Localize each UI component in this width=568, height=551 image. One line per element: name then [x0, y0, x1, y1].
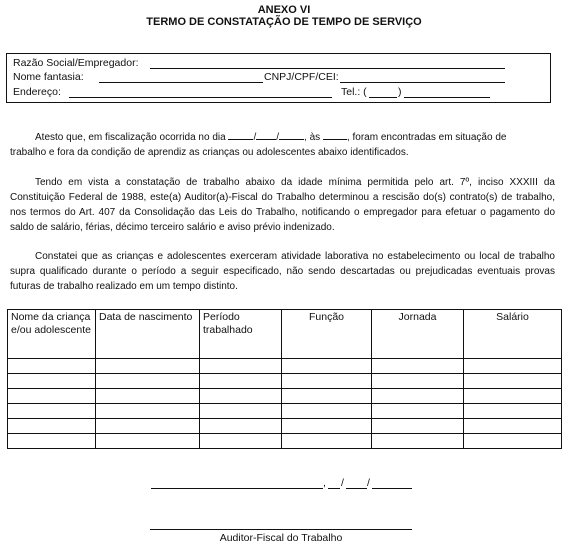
inspection-month-field[interactable]: [256, 139, 276, 140]
table-cell[interactable]: [200, 389, 282, 404]
table-cell[interactable]: [8, 359, 96, 374]
tel-label: Tel.: (: [341, 86, 367, 98]
table-cell[interactable]: [96, 404, 200, 419]
table-cell[interactable]: [200, 404, 282, 419]
signature-year-field[interactable]: [372, 488, 412, 489]
table-cell[interactable]: [282, 359, 372, 374]
cnpj-label: CNPJ/CPF/CEI:: [264, 71, 339, 83]
date-separator: /: [253, 132, 257, 143]
signature-month-field[interactable]: [346, 488, 367, 489]
header-salary: Salário: [464, 310, 562, 359]
tel-close-paren: ): [398, 86, 402, 98]
cnpj-field[interactable]: [340, 82, 505, 83]
table-cell[interactable]: [96, 359, 200, 374]
table-row: [8, 434, 562, 449]
table-cell[interactable]: [282, 389, 372, 404]
nome-fantasia-label: Nome fantasia:: [13, 71, 84, 83]
table-row: [8, 374, 562, 389]
header-function: Função: [282, 310, 372, 359]
table-cell[interactable]: [464, 374, 562, 389]
table-cell[interactable]: [464, 434, 562, 449]
table-cell[interactable]: [200, 419, 282, 434]
table-cell[interactable]: [8, 419, 96, 434]
attestation-text-line2: trabalho e fora da condição de aprendiz as crianças ou adolescentes abaixo identificados.: [10, 147, 409, 158]
attestation-text-start: Atesto que, em fiscalização ocorrida no dia: [35, 132, 226, 143]
table-cell[interactable]: [372, 404, 464, 419]
header-birth-date: Data de nascimento: [96, 310, 200, 359]
table-cell[interactable]: [372, 389, 464, 404]
endereco-field[interactable]: [69, 97, 332, 98]
table-body: [8, 359, 562, 449]
razao-social-field[interactable]: [150, 68, 505, 69]
tel-area-code-field[interactable]: [369, 97, 397, 98]
table-cell[interactable]: [282, 404, 372, 419]
children-table: [7, 309, 562, 449]
table-header-row: [8, 310, 562, 359]
paragraph-attestation: [10, 130, 555, 160]
table-cell[interactable]: [8, 404, 96, 419]
nome-fantasia-field[interactable]: [99, 82, 263, 83]
table-cell[interactable]: [282, 374, 372, 389]
table-row: [8, 404, 562, 419]
table-cell[interactable]: [464, 359, 562, 374]
inspection-day-field[interactable]: [228, 139, 253, 140]
signature-day-field[interactable]: [328, 488, 340, 489]
table-row: [8, 359, 562, 374]
table-cell[interactable]: [282, 434, 372, 449]
endereco-label: Endereço:: [13, 86, 61, 98]
table-cell[interactable]: [464, 419, 562, 434]
table-cell[interactable]: [96, 389, 200, 404]
document-title: TERMO DE CONSTATAÇÃO DE TEMPO DE SERVIÇO: [146, 16, 422, 28]
table-cell[interactable]: [200, 374, 282, 389]
table-cell[interactable]: [96, 374, 200, 389]
date-separator: /: [276, 132, 280, 143]
inspection-year-field[interactable]: [279, 139, 304, 140]
table-cell[interactable]: [464, 404, 562, 419]
table-cell[interactable]: [96, 434, 200, 449]
inspection-time-field[interactable]: [323, 139, 347, 140]
signature-comma: ,: [323, 477, 326, 489]
table-cell[interactable]: [96, 419, 200, 434]
table-cell[interactable]: [372, 419, 464, 434]
annex-label: ANEXO VI: [257, 4, 311, 16]
paragraph-service-period: Constatei que as crianças e adolescentes exerceram atividade laborativa no estabelecimento ou local de trabalho supra qualificado durante o período a seguir especificado, não sendo descartadas ou prejudicadas eventuais provas futuras de trabalho realizado em um tempo distinto.: [10, 251, 555, 292]
table-cell[interactable]: [372, 374, 464, 389]
signature-caption: Auditor-Fiscal do Trabalho: [219, 532, 343, 544]
table-cell[interactable]: [8, 434, 96, 449]
table-cell[interactable]: [200, 434, 282, 449]
table-row: [8, 389, 562, 404]
attestation-text-end: , foram encontradas em situação de: [346, 132, 507, 143]
signature-place-field[interactable]: [151, 488, 323, 489]
table-cell[interactable]: [8, 389, 96, 404]
date-separator: /: [367, 477, 370, 489]
razao-social-label: Razão Social/Empregador:: [13, 57, 139, 69]
table-cell[interactable]: [372, 359, 464, 374]
header-workday: Jornada: [372, 310, 464, 359]
employer-info-box: [6, 53, 551, 103]
table-row: [8, 419, 562, 434]
header-name: Nome da criança e/ou adolescente: [8, 310, 96, 359]
table-cell[interactable]: [8, 374, 96, 389]
attestation-time-label: , às: [304, 132, 321, 143]
table-cell[interactable]: [200, 359, 282, 374]
table-cell[interactable]: [282, 419, 372, 434]
tel-number-field[interactable]: [404, 97, 490, 98]
signature-line[interactable]: [150, 529, 412, 530]
table-cell[interactable]: [372, 434, 464, 449]
paragraph-rescission: Tendo em vista a constatação de trabalho abaixo da idade mínima permitida pelo art. 7º, inciso XXXIII da Constituição Federal de 1988, este(a) Auditor(a)-Fiscal do Trabalho determinou a rescisão do(s) contrato(s) de trabalho, nos termos do Art. 407 da Consolidação das Leis do Trabalho, notificando o empregador para efetuar o pagamento do saldo de salário, férias, décimo terceiro salário e aviso prévio indenizado.: [10, 177, 555, 233]
date-separator: /: [341, 477, 344, 489]
header-period: Período trabalhado: [200, 310, 282, 359]
table-cell[interactable]: [464, 389, 562, 404]
